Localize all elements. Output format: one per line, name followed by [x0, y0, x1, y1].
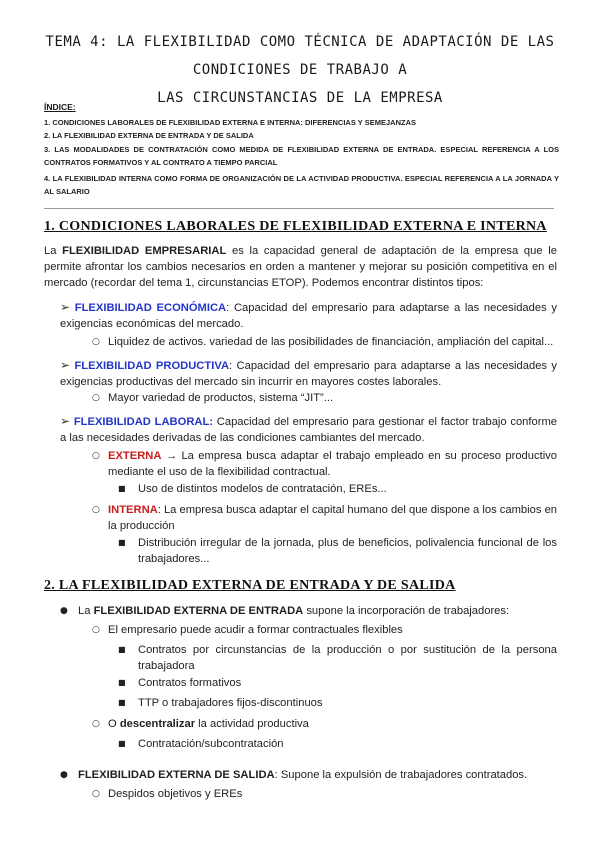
square-bullet-icon: ■	[118, 739, 126, 748]
square-bullet-icon: ■	[118, 538, 126, 547]
descentralizar-item	[92, 716, 557, 732]
salida-bold: FLEXIBILIDAD EXTERNA DE SALIDA	[78, 769, 275, 781]
circle-bullet-icon: ○	[92, 505, 100, 515]
circle-bullet-icon: ○	[92, 451, 100, 461]
index-item-1: 1. CONDICIONES LABORALES DE FLEXIBILIDAD EXTERNA E INTERNA: DIFERENCIAS Y SEMEJANZAS	[44, 118, 416, 127]
externa-text: → La empresa busca adaptar el trabajo empleado en su proceso productivo mediante el uso de la flexibilidad contractual.	[108, 450, 557, 478]
square-bullet-icon: ■	[118, 678, 126, 687]
intro-bold: FLEXIBILIDAD EMPRESARIAL	[62, 245, 227, 257]
contrato-item-4	[118, 736, 557, 752]
title-line-1: TEMA 4: LA FLEXIBILIDAD COMO TÉCNICA DE ADAPTACIÓN DE LAS CONDICIONES DE TRABAJO A	[45, 34, 555, 78]
square-bullet-icon: ■	[118, 698, 126, 707]
lab-text: Capacidad del empresario para gestionar el factor trabajo conforme a las necesidades derivadas de las condiciones cambiantes del mercado.	[60, 416, 558, 444]
contrato-item-1	[118, 642, 557, 674]
entrada-pre: La	[78, 605, 94, 617]
entrada-bold: FLEXIBILIDAD EXTERNA DE ENTRADA	[93, 605, 304, 617]
section-2-heading: 2. LA FLEXIBILIDAD EXTERNA DE ENTRADA Y DE SALIDA	[44, 578, 456, 593]
contrato-item-3	[118, 695, 557, 711]
interna-item	[92, 502, 557, 534]
intro-paragraph	[44, 243, 557, 291]
descent-pre: O	[108, 718, 120, 730]
section-1-heading: 1. CONDICIONES LABORALES DE FLEXIBILIDAD EXTERNA E INTERNA	[44, 219, 547, 234]
interna-sub-text: Distribución irregular de la jornada, plus de beneficios, polivalencia funcional de los trabajadores...	[138, 537, 557, 565]
arrow-bullet-icon: ➢	[60, 414, 71, 428]
contrato-text-3: TTP o trabajadores fijos-discontinuos	[138, 697, 323, 709]
descent-post: la actividad productiva	[195, 718, 309, 730]
eco-sub-text: Liquidez de activos. variedad de las posibilidades de financiación, ampliación del capital...	[108, 336, 554, 348]
square-bullet-icon: ■	[118, 484, 126, 493]
despidos-text: Despidos objetivos y EREs	[108, 788, 243, 800]
index-item-4: 4. LA FLEXIBILIDAD INTERNA COMO FORMA DE ORGANIZACIÓN DE LA ACTIVIDAD PRODUCTIVA. ESPECIAL REFERENCIA A LA JORNADA Y AL SALARIO	[44, 174, 559, 196]
index-item-3: 3. LAS MODALIDADES DE CONTRATACIÓN COMO MEDIDA DE FLEXIBILIDAD EXTERNA DE ENTRADA. ESPECIAL REFERENCIA A LOS CONTRATOS FORMATIVOS Y AL CONTRATO A TIEMPO PARCIAL	[44, 145, 559, 167]
square-bullet-icon: ■	[118, 645, 126, 654]
contrato-item-2	[118, 675, 557, 691]
interna-label: INTERNA	[108, 504, 158, 516]
horizontal-divider	[44, 208, 554, 209]
prod-label: FLEXIBILIDAD PRODUCTIVA	[74, 360, 230, 372]
index-heading: ÍNDICE:	[44, 102, 76, 112]
dot-bullet-icon: ●	[60, 770, 68, 780]
formar-text: El empresario puede acudir a formar contractuales flexibles	[108, 624, 403, 636]
intro-pre: La	[44, 245, 63, 257]
dot-bullet-icon: ●	[60, 606, 68, 616]
externa-item	[92, 448, 557, 480]
arrow-bullet-icon: ➢	[60, 300, 71, 314]
lab-label: FLEXIBILIDAD LABORAL:	[73, 416, 214, 428]
lab-item	[60, 413, 557, 446]
prod-text: : Capacidad del empresario para adaptarse a las necesidades y exigencias productivas del mercado sin incurrir en mayores costes laborales.	[60, 360, 557, 388]
circle-bullet-icon: ○	[92, 337, 100, 347]
contrato-text-1: Contratos por circunstancias de la producción o por sustitución de la persona trabajadora	[138, 644, 557, 672]
descent-bold: descentralizar	[119, 718, 196, 730]
salida-post: : Supone la expulsión de trabajadores contratados.	[274, 769, 528, 781]
eco-item	[60, 299, 557, 332]
externa-label: EXTERNA	[108, 450, 162, 462]
eco-sub-item	[92, 334, 557, 350]
externa-sub-item	[118, 481, 557, 497]
index-item-2: 2. LA FLEXIBILIDAD EXTERNA DE ENTRADA Y DE SALIDA	[44, 131, 254, 140]
entrada-item	[60, 603, 557, 619]
prod-item	[60, 357, 557, 390]
prod-sub-text: Mayor variedad de productos, sistema “JIT”...	[108, 392, 334, 404]
interna-text: : La empresa busca adaptar el capital humano del que dispone a los cambios en la producción	[108, 504, 558, 532]
entrada-post: supone la incorporación de trabajadores:	[303, 605, 510, 617]
circle-bullet-icon: ○	[92, 625, 100, 635]
salida-item	[60, 767, 557, 783]
formar-item	[92, 622, 557, 638]
eco-text: : Capacidad del empresario para adaptarse a las necesidades y exigencias económicas del mercado.	[60, 302, 557, 330]
document-title	[30, 28, 570, 112]
intro-post: es la capacidad general de adaptación de la empresa que le permite afrontar los cambios necesarios en orden a mantener y mejorar su posición competitiva en el mercado (recordar del tema 1, circunstancias ETOP). Podemos encontrar distintos tipos:	[44, 245, 557, 289]
despidos-item	[92, 786, 557, 802]
eco-label: FLEXIBILIDAD ECONÓMICA	[74, 302, 227, 314]
circle-bullet-icon: ○	[92, 789, 100, 799]
externa-sub-text: Uso de distintos modelos de contratación, EREs...	[138, 483, 387, 495]
contrato-text-2: Contratos formativos	[138, 677, 242, 689]
circle-bullet-icon: ○	[92, 719, 100, 729]
title-line-2: LAS CIRCUNSTANCIAS DE LA EMPRESA	[157, 90, 443, 106]
interna-sub-item	[118, 535, 557, 567]
circle-bullet-icon: ○	[92, 393, 100, 403]
contrato-text-4: Contratación/subcontratación	[138, 738, 284, 750]
prod-sub-item	[92, 390, 557, 406]
arrow-bullet-icon: ➢	[60, 358, 71, 372]
